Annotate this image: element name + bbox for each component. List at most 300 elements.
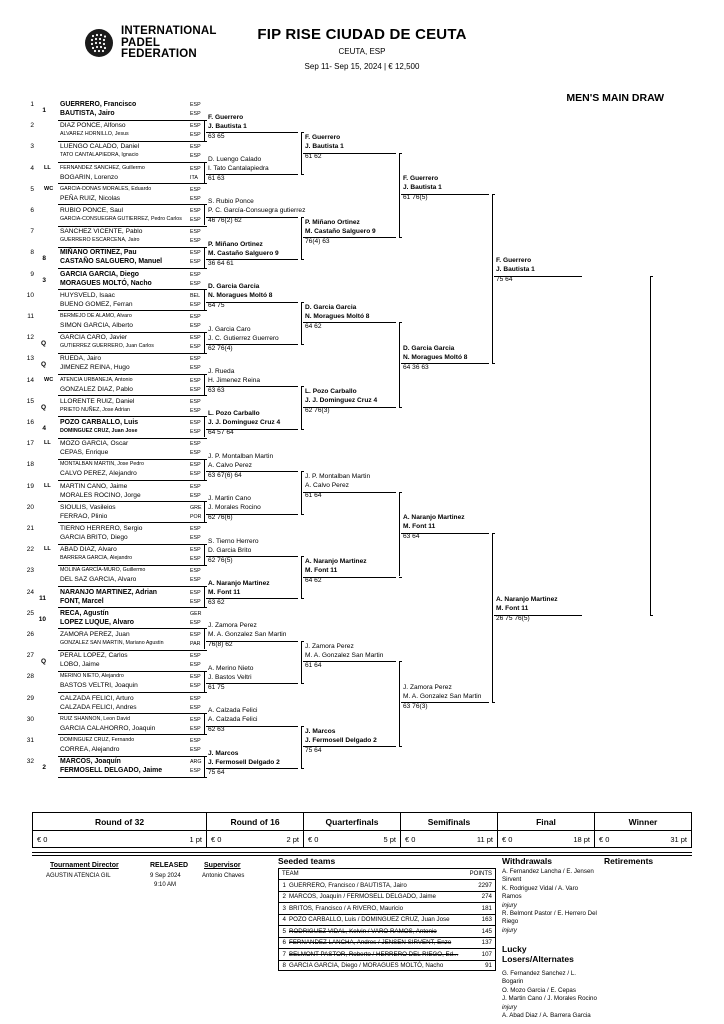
bracket-line <box>58 416 206 417</box>
match-score: 64 57 64 <box>208 429 234 437</box>
winner-name: D. Garcia Garcia <box>208 283 260 291</box>
match-score: 46 76(2) 62 <box>208 217 242 225</box>
bracket-line <box>58 671 206 672</box>
bracket-line <box>492 533 493 703</box>
seed-rank: 4 <box>282 916 286 924</box>
player-name: ABAD DIAZ, Alvaro <box>60 546 117 554</box>
retirements-label: Retirements <box>604 856 654 866</box>
supervisor-label: Supervisor <box>204 862 241 869</box>
country-code: ESP <box>190 747 201 753</box>
seed-team-name: FERNANDEZ LANCHA, Andres / JENSEN SIRVENT, Enzo <box>289 939 452 947</box>
bracket-line <box>301 768 304 769</box>
seed-points: 107 <box>481 950 492 958</box>
seeded-team-row <box>278 960 496 972</box>
player-name: DOMINGUEZ CRUZ, Juan Jose <box>60 428 138 434</box>
match-number: 21 <box>26 525 34 532</box>
winner-name: D. Garcia Garcia <box>403 344 455 352</box>
player-name: RUEDA, Jairo <box>60 355 102 363</box>
seeded-team-row <box>278 948 496 960</box>
bracket-line <box>399 746 402 747</box>
winner-name: P. Miñano Ortinez <box>208 240 263 248</box>
winner-name: J. Fermosell Delgado 2 <box>305 736 377 744</box>
seed-points: 163 <box>481 916 492 924</box>
bracket-line <box>301 217 304 218</box>
bracket-line <box>301 217 302 259</box>
bracket-line <box>58 226 206 227</box>
player-name: MORALES ROCINO, Jorge <box>60 491 141 499</box>
winner-name: A. Merino Nieto <box>208 664 254 672</box>
winner-name: H. Jimenez Reina <box>208 376 261 384</box>
winner-name: F. Guerrero <box>403 175 439 182</box>
points-r16: 2 pt <box>259 830 304 848</box>
bracket-line <box>204 395 207 396</box>
match-score: 64 36 63 <box>403 363 429 371</box>
player-name: MERINO NIETO, Alejandro <box>60 673 124 680</box>
points-qf: 5 pt <box>356 830 401 848</box>
country-code: ESP <box>190 195 201 202</box>
bracket-line <box>303 153 396 154</box>
bracket-line <box>58 332 206 333</box>
bracket-line <box>399 661 402 662</box>
player-name: GONZALEZ SAN MARTIN, Mariano Agustin <box>60 640 164 646</box>
country-code: ESP <box>190 577 201 584</box>
match-score: 62 76(3) <box>305 407 330 415</box>
seeded-team-row <box>278 937 496 949</box>
seed-points: 145 <box>481 927 492 935</box>
match-number: 30 <box>26 715 34 723</box>
seeded-teams-label: Seeded teams <box>278 856 336 866</box>
match-number: 10 <box>26 291 34 299</box>
country-code: ESP <box>190 535 201 541</box>
country-code: BEL <box>190 292 201 299</box>
bracket-line <box>301 726 304 727</box>
bracket-line <box>204 374 205 395</box>
logo-line-2: PADEL <box>121 36 161 49</box>
winner-name: J. J. Dominguez Cruz 4 <box>208 419 281 427</box>
col-header-r32: Round of 32 <box>33 813 207 830</box>
winner-name: L. Pozo Carballo <box>208 410 260 418</box>
bracket-line <box>58 734 206 735</box>
bracket-line <box>58 480 206 481</box>
bracket-line <box>401 533 489 534</box>
points-winner: 31 pt <box>645 830 691 848</box>
match-score: 63 64 <box>403 533 420 541</box>
player-name: CALZADA FELICI, Andres <box>60 703 137 711</box>
entry-status: WC <box>44 376 54 383</box>
seed-number: 11 <box>39 594 46 602</box>
winner-name: I. Tato Cantalapiedra <box>208 164 269 172</box>
bracket-line <box>204 268 207 269</box>
match-number: 25 <box>26 609 34 617</box>
match-number: 7 <box>30 228 34 236</box>
seed-rank: 7 <box>282 950 286 958</box>
winner-name: J. Bautista 1 <box>496 266 535 273</box>
bracket-line <box>206 386 298 387</box>
winner-name: M. Castaño Salguero 9 <box>208 249 279 257</box>
seed-points: 181 <box>481 904 492 912</box>
bracket-line <box>303 746 396 747</box>
footer <box>32 852 692 1020</box>
match-score: 75 64 <box>208 768 225 776</box>
bracket-line <box>301 514 304 515</box>
seed-number: 4 <box>42 425 46 432</box>
bracket-line <box>204 480 207 481</box>
seed-points: 137 <box>481 939 492 947</box>
bracket-line <box>58 459 206 460</box>
match-number: 6 <box>30 207 34 214</box>
bracket-line <box>204 247 205 268</box>
match-number: 16 <box>26 419 34 426</box>
country-code: ESP <box>190 547 201 554</box>
tournament-location: CEUTA, ESP <box>338 47 386 56</box>
bracket-line <box>301 641 302 683</box>
lucky-loser-entry: J. Martin Cano / J. Morales Rocino <box>502 995 597 1003</box>
bracket-line <box>58 650 206 651</box>
seed-team-name: RODRIGUEZ VIDAL, Kelvin / VARO RAMOS, Antonio <box>289 927 437 935</box>
winner-name: J. C. Gutierrez Guerrero <box>208 334 279 342</box>
player-name: ALVAREZ HORNILLO, Jesus <box>60 131 129 138</box>
bracket-line <box>204 332 207 333</box>
money-r16: € 0 <box>207 830 259 848</box>
country-code: ESP <box>190 314 201 320</box>
bracket-line <box>204 586 205 607</box>
match-score: 75 64 <box>305 746 322 754</box>
seeded-team-row <box>278 891 496 903</box>
winner-name: M. Font 11 <box>208 588 241 596</box>
bracket-line <box>204 501 205 522</box>
bracket-line <box>204 438 207 439</box>
bracket-line <box>399 153 402 154</box>
winner-name: A. Calvo Perez <box>208 461 252 469</box>
player-name: DIAZ PONCE, Alfonso <box>60 122 126 130</box>
bracket-line <box>58 628 206 629</box>
player-name: SIOULIS, Vasileios <box>60 503 116 511</box>
seeded-team-row <box>278 902 496 914</box>
bracket-line <box>204 162 205 183</box>
winner-name: M. Castaño Salguero 9 <box>305 227 376 235</box>
bracket-line <box>301 683 304 684</box>
bracket-line <box>204 416 205 437</box>
winner-name: A. Naranjo Martinez <box>496 596 558 604</box>
country-code: ESP <box>190 217 201 223</box>
winner-name: D. Garcia Garcia <box>305 303 357 311</box>
player-name: ATENCIA URBANEJA, Antonio <box>60 376 133 383</box>
country-code: ESP <box>190 462 201 469</box>
seed-points: 274 <box>481 893 492 901</box>
seed-col-team: TEAM <box>282 871 299 877</box>
winner-name: A. Naranjo Martinez <box>403 514 465 522</box>
bracket-line <box>204 692 207 693</box>
points-r32: 1 pt <box>153 830 207 848</box>
player-name: FONT, Marcel <box>60 597 104 605</box>
player-name: JIMENEZ REINA, Hugo <box>60 364 130 372</box>
winner-name: J. Rueda <box>208 367 235 375</box>
winner-name: J. Marcos <box>208 749 239 757</box>
winner-name: J. Bautista 1 <box>305 143 344 150</box>
match-number: 13 <box>26 355 34 363</box>
bracket-line <box>58 247 206 248</box>
money-r32: € 0 <box>33 830 153 848</box>
lucky-loser-entry: injury <box>502 1003 517 1011</box>
bracket-line <box>303 322 396 323</box>
player-name: SANCHEZ VICENTE, Pablo <box>60 228 143 236</box>
match-score: 61 75 <box>208 683 225 691</box>
points-sf: 11 pt <box>453 830 498 848</box>
bracket-line <box>303 661 396 662</box>
winner-name: M. A. Gonzalez San Martin <box>208 631 287 639</box>
bracket-line <box>204 120 207 121</box>
country-code: ESP <box>190 492 201 499</box>
seed-points: 2297 <box>478 881 492 889</box>
country-code: ESP <box>190 186 201 193</box>
bracket-line <box>204 204 207 205</box>
country-code: ESP <box>190 280 201 287</box>
seed-number: 2 <box>42 764 46 772</box>
country-code: ESP <box>190 662 201 669</box>
seeded-team-row <box>278 914 496 926</box>
bracket-line <box>204 586 207 587</box>
country-code: ESP <box>190 526 201 532</box>
seeded-team-row <box>278 879 496 891</box>
bracket-line <box>204 522 207 523</box>
match-number: 27 <box>26 652 34 660</box>
bracket-line <box>206 556 298 557</box>
tournament-director-label: Tournament Director <box>50 862 119 869</box>
match-number: 28 <box>26 673 34 681</box>
title-block <box>0 26 724 71</box>
match-score: 61 62 <box>305 153 322 160</box>
match-score: 61 64 <box>305 661 322 669</box>
country-code: ESP <box>190 208 201 214</box>
match-score: 63 67(6) 64 <box>208 471 242 479</box>
bracket-line <box>204 671 205 692</box>
bracket-line <box>206 683 298 684</box>
bracket-line <box>399 407 402 408</box>
bracket-line <box>206 344 298 345</box>
withdrawals-list <box>502 868 597 935</box>
bracket-line <box>204 650 207 651</box>
country-code: ESP <box>190 271 201 278</box>
bracket-line <box>206 726 298 727</box>
money-sf: € 0 <box>401 830 453 848</box>
col-header-r16: Round of 16 <box>207 813 304 830</box>
player-name: PEÑA RUIZ, Nicolas <box>60 194 121 202</box>
country-code: ESP <box>190 323 201 329</box>
bracket-line <box>301 302 302 344</box>
country-code: ESP <box>190 738 201 744</box>
bracket-line <box>204 459 205 480</box>
match-score: 62 76(5) <box>208 556 233 564</box>
bracket-line <box>303 407 396 408</box>
match-number: 32 <box>26 758 34 766</box>
country-code: ESP <box>190 471 201 478</box>
player-name: BOGARIN, Lorenzo <box>60 173 118 181</box>
money-qf: € 0 <box>304 830 356 848</box>
bracket-line <box>494 615 582 616</box>
bracket-line <box>399 492 402 493</box>
seed-team-name: GUERRERO, Francisco / BAUTISTA, Jairo <box>289 881 407 889</box>
bracket-line <box>401 363 489 364</box>
seed-rank: 6 <box>282 939 286 947</box>
bracket-line <box>204 162 207 163</box>
match-score: 64 75 <box>208 302 225 310</box>
player-name: CEPAS, Enrique <box>60 449 109 457</box>
winner-name: J. J. Dominguez Cruz 4 <box>305 397 378 405</box>
seed-team-name: BELMONT PASTOR, Roberto / HERRERO DEL RIEGO, Ed... <box>289 950 459 958</box>
bracket-line <box>492 702 495 703</box>
bracket-line <box>301 429 304 430</box>
lucky-loser-entry: O. Mozo Garcia / E. Cepas <box>502 986 576 994</box>
supervisor-name: Antonio Chaves <box>202 873 245 879</box>
bracket-line <box>204 628 205 649</box>
withdrawal-entry: injury <box>502 901 517 909</box>
player-name: GARCIA CARO, Javier <box>60 334 128 342</box>
bracket-line <box>58 162 206 163</box>
country-code: ITA <box>190 174 198 181</box>
lucky-loser-entry: A. Abad Diaz / A. Barrera Garcia <box>502 1012 591 1020</box>
bracket-line <box>399 661 400 746</box>
match-number: 9 <box>30 270 34 278</box>
lucky-losers-list <box>502 970 597 1020</box>
page-title: FIP RISE CIUDAD DE CEUTA <box>257 26 467 43</box>
seed-team-name: BRITOS, Francisco / A RIVERO, Mauricio <box>289 904 404 912</box>
country-code: ESP <box>190 301 201 308</box>
bracket-line <box>204 332 205 353</box>
winner-name: J. Bastos Veltri <box>208 673 252 681</box>
bracket-line <box>58 756 206 757</box>
player-name: GUERRERO, Francisco <box>60 101 137 108</box>
country-code: ESP <box>190 429 201 435</box>
bracket-line <box>206 174 298 175</box>
bracket-line <box>301 726 302 768</box>
country-code: ESP <box>190 335 201 342</box>
match-score: 26 75 76(5) <box>496 615 530 623</box>
country-code: ESP <box>190 386 201 393</box>
winner-name: F. Guerrero <box>496 257 532 264</box>
match-number: 1 <box>30 101 34 108</box>
bracket-line <box>204 565 207 566</box>
bracket-line <box>303 237 396 238</box>
player-name: MORAGUES MOLTÓ, Nacho <box>60 279 152 287</box>
bracket-line <box>58 204 206 205</box>
player-name: LLORENTE RUIZ, Daniel <box>60 397 135 405</box>
logo-line-3: FEDERATION <box>121 48 197 60</box>
match-score: 61 64 <box>305 492 322 500</box>
country-code: ESP <box>190 365 201 372</box>
seeded-teams-table <box>278 868 496 971</box>
bracket-line <box>204 734 207 735</box>
country-code: ESP <box>190 589 201 596</box>
bracket-line <box>301 556 302 598</box>
bracket-line <box>204 713 207 714</box>
country-code: ESP <box>190 704 201 711</box>
match-number: 3 <box>30 143 34 151</box>
bracket-line <box>58 522 206 523</box>
entry-status: LL <box>44 482 51 489</box>
bracket-line <box>58 586 206 587</box>
bracket-line <box>204 756 205 777</box>
bracket-line <box>204 289 207 290</box>
country-code: ESP <box>190 250 201 257</box>
bracket-line <box>58 501 206 502</box>
player-name: GARCIA-CONSUEGRA GUTIERREZ, Pedro Carlos <box>60 216 182 222</box>
player-name: MARTIN CANO, Jaime <box>60 482 128 490</box>
bracket-line <box>58 777 206 778</box>
bracket-line <box>494 276 582 277</box>
col-header-qf: Quarterfinals <box>304 813 401 830</box>
seed-number: 1 <box>42 107 46 114</box>
player-name: MONTALBAN MARTIN, Jose Pedro <box>60 461 144 468</box>
money-winner: € 0 <box>595 830 645 848</box>
bracket-line <box>301 132 304 133</box>
bracket-line <box>206 598 298 599</box>
bracket-line <box>58 565 206 566</box>
bracket-line <box>301 174 304 175</box>
match-number: 5 <box>30 185 34 193</box>
bracket-line <box>399 237 402 238</box>
seed-points: 91 <box>485 961 492 969</box>
entry-status: WC <box>44 185 54 192</box>
bracket-line <box>650 615 653 616</box>
seed-team-name: POZO CARBALLO, Luis / DOMINGUEZ CRUZ, Juan Jose <box>289 916 450 924</box>
player-name: GUERRERO ESCARCENA, Jairo <box>60 237 140 244</box>
lucky-losers-label: Lucky Losers/Alternates <box>502 944 574 964</box>
bracket-line <box>58 141 206 142</box>
bracket-line <box>204 374 207 375</box>
bracket-line <box>204 756 207 757</box>
col-header-final: Final <box>498 813 595 830</box>
country-code: ESP <box>190 153 201 160</box>
country-code: ESP <box>190 483 201 490</box>
withdrawal-entry: K. Rodriguez Vidal / A. Varo Ramos <box>502 884 579 901</box>
winner-name: N. Moragues Moltó 8 <box>403 353 468 361</box>
match-score: 63 76(3) <box>403 702 428 710</box>
player-name: CASTAÑO SALGUERO, Manuel <box>60 258 163 266</box>
country-code: ESP <box>190 632 201 638</box>
bracket-line <box>301 132 302 174</box>
country-code: ESP <box>190 132 201 139</box>
player-name: FERMOSELL DELGADO, Jaime <box>60 767 163 775</box>
seed-number: Q <box>40 340 46 348</box>
country-code: ESP <box>190 407 201 414</box>
player-name: DEL SAZ GARCIA, Alvaro <box>60 576 137 584</box>
player-name: HUYSVELD, Isaac <box>60 291 115 299</box>
winner-name: N. Moragues Moltó 8 <box>208 292 273 300</box>
country-code: ESP <box>190 165 201 172</box>
player-name: NARANJO MARTINEZ, Adrian <box>60 588 157 596</box>
winner-name: D. Garcia Brito <box>208 546 252 554</box>
match-score: 61 76(5) <box>403 194 428 201</box>
col-header-sf: Semifinals <box>401 813 498 830</box>
player-name: DOMINGUEZ CRUZ, Fernando <box>60 737 135 743</box>
country-code: GRE <box>190 504 202 511</box>
country-code: ESP <box>190 420 201 426</box>
country-code: ESP <box>190 683 201 690</box>
winner-name: M. Font 11 <box>496 605 529 613</box>
winner-name: F. Guerrero <box>305 134 341 141</box>
match-number: 31 <box>26 737 34 744</box>
country-code: ESP <box>190 653 201 660</box>
bracket-line <box>301 641 304 642</box>
country-code: ESP <box>190 450 201 457</box>
entry-status: LL <box>44 164 51 171</box>
player-name: TATO CANTALAPIEDRA, Ignacio <box>60 152 139 159</box>
bracket-line <box>58 374 206 375</box>
country-code: POR <box>190 513 202 520</box>
country-code: ESP <box>190 725 201 732</box>
bracket-line <box>204 607 207 608</box>
winner-name: P. C. García-Consuegra gutierrez <box>208 207 306 215</box>
